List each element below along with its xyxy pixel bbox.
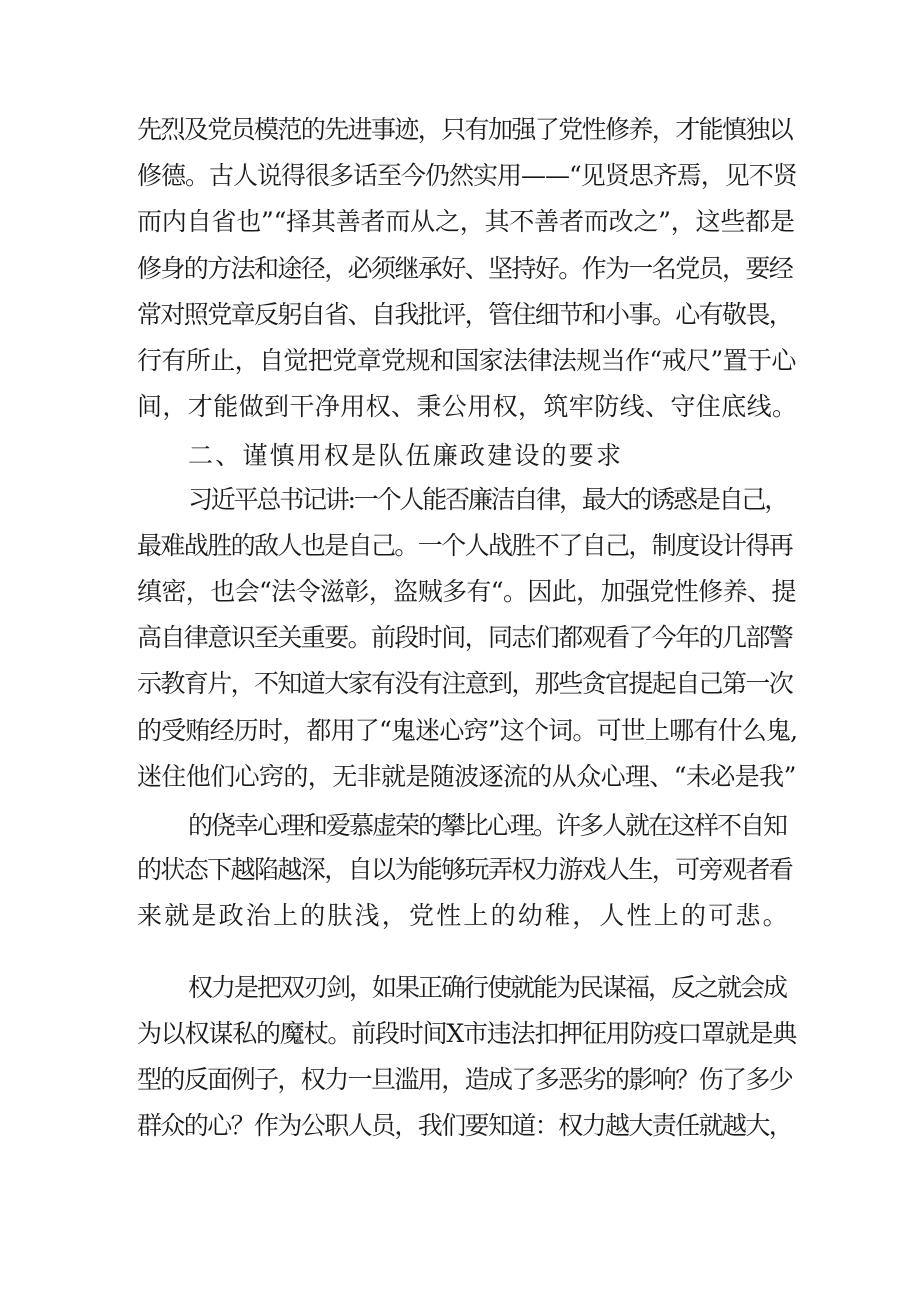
text-line: 来就是政治上的肤浅，党性上的幼稚，人性上的可悲。 [137, 901, 790, 930]
text-line: 迷住他们心窍的，无非就是随波逐流的从众心理、“未必是我” [137, 762, 796, 791]
text-line: 修德。古人说得很多话至今仍然实用——“见贤思齐焉，见不贤 [137, 161, 797, 190]
text-line: 权力是把双刃剑，如果正确行使就能为民谋福，反之就会成 [188, 973, 787, 1002]
text-line: 的侥幸心理和爱慕虚荣的攀比心理。许多人就在这样不自知 [188, 811, 787, 840]
text-line: 习近平总书记讲:一个人能否廉洁自律，最大的诱惑是自己， [188, 485, 788, 514]
text-line: 的受贿经历时，都用了“鬼迷心窍”这个词。可世上哪有什么鬼, [137, 716, 798, 745]
text-line: 修身的方法和途径，必须继承好、坚持好。作为一名党员，要经 [137, 254, 793, 283]
text-line: 高自律意识至关重要。前段时间，同志们都观看了今年的几部警 [137, 623, 793, 652]
text-line: 缜密，也会“法令滋彰，盗贼多有“。因此，加强党性修养、提 [137, 577, 796, 606]
text-line: 常对照党章反躬自省、自我批评，管住细节和小事。心有敬畏， [137, 300, 793, 329]
text-line: 间，才能做到干净用权、秉公用权，筑牢防线、守住底线。 [137, 392, 798, 421]
text-line: 群众的心？作为公职人员，我们要知道：权力越大责任就越大， [137, 1111, 793, 1140]
text-line: 型的反面例子，权力一旦滥用，造成了多恶劣的影响？伤了多少 [137, 1065, 793, 1094]
text-line: 的状态下越陷越深，自以为能够玩弄权力游戏人生，可旁观者看 [137, 855, 793, 884]
text-line: 行有所止，自觉把党章党规和国家法律法规当作“戒尺”置于心 [137, 346, 796, 375]
text-line: 示教育片，不知道大家有没有注意到，那些贪官提起自己第一次 [137, 669, 793, 698]
text-line: 最难战胜的敌人也是自己。一个人战胜不了自己，制度设计得再 [137, 531, 793, 560]
text-line: 为以权谋私的魔杖。前段时间X市违法扣押征用防疫口罩就是典 [137, 1019, 797, 1048]
section-heading: 二、谨慎用权是队伍廉政建设的要求 [188, 441, 624, 470]
text-line: 而内自省也”“择其善者而从之，其不善者而改之”，这些都是 [137, 207, 795, 236]
text-line: 先烈及党员模范的先进事迹，只有加强了党性修养，才能慎独以 [137, 115, 793, 144]
